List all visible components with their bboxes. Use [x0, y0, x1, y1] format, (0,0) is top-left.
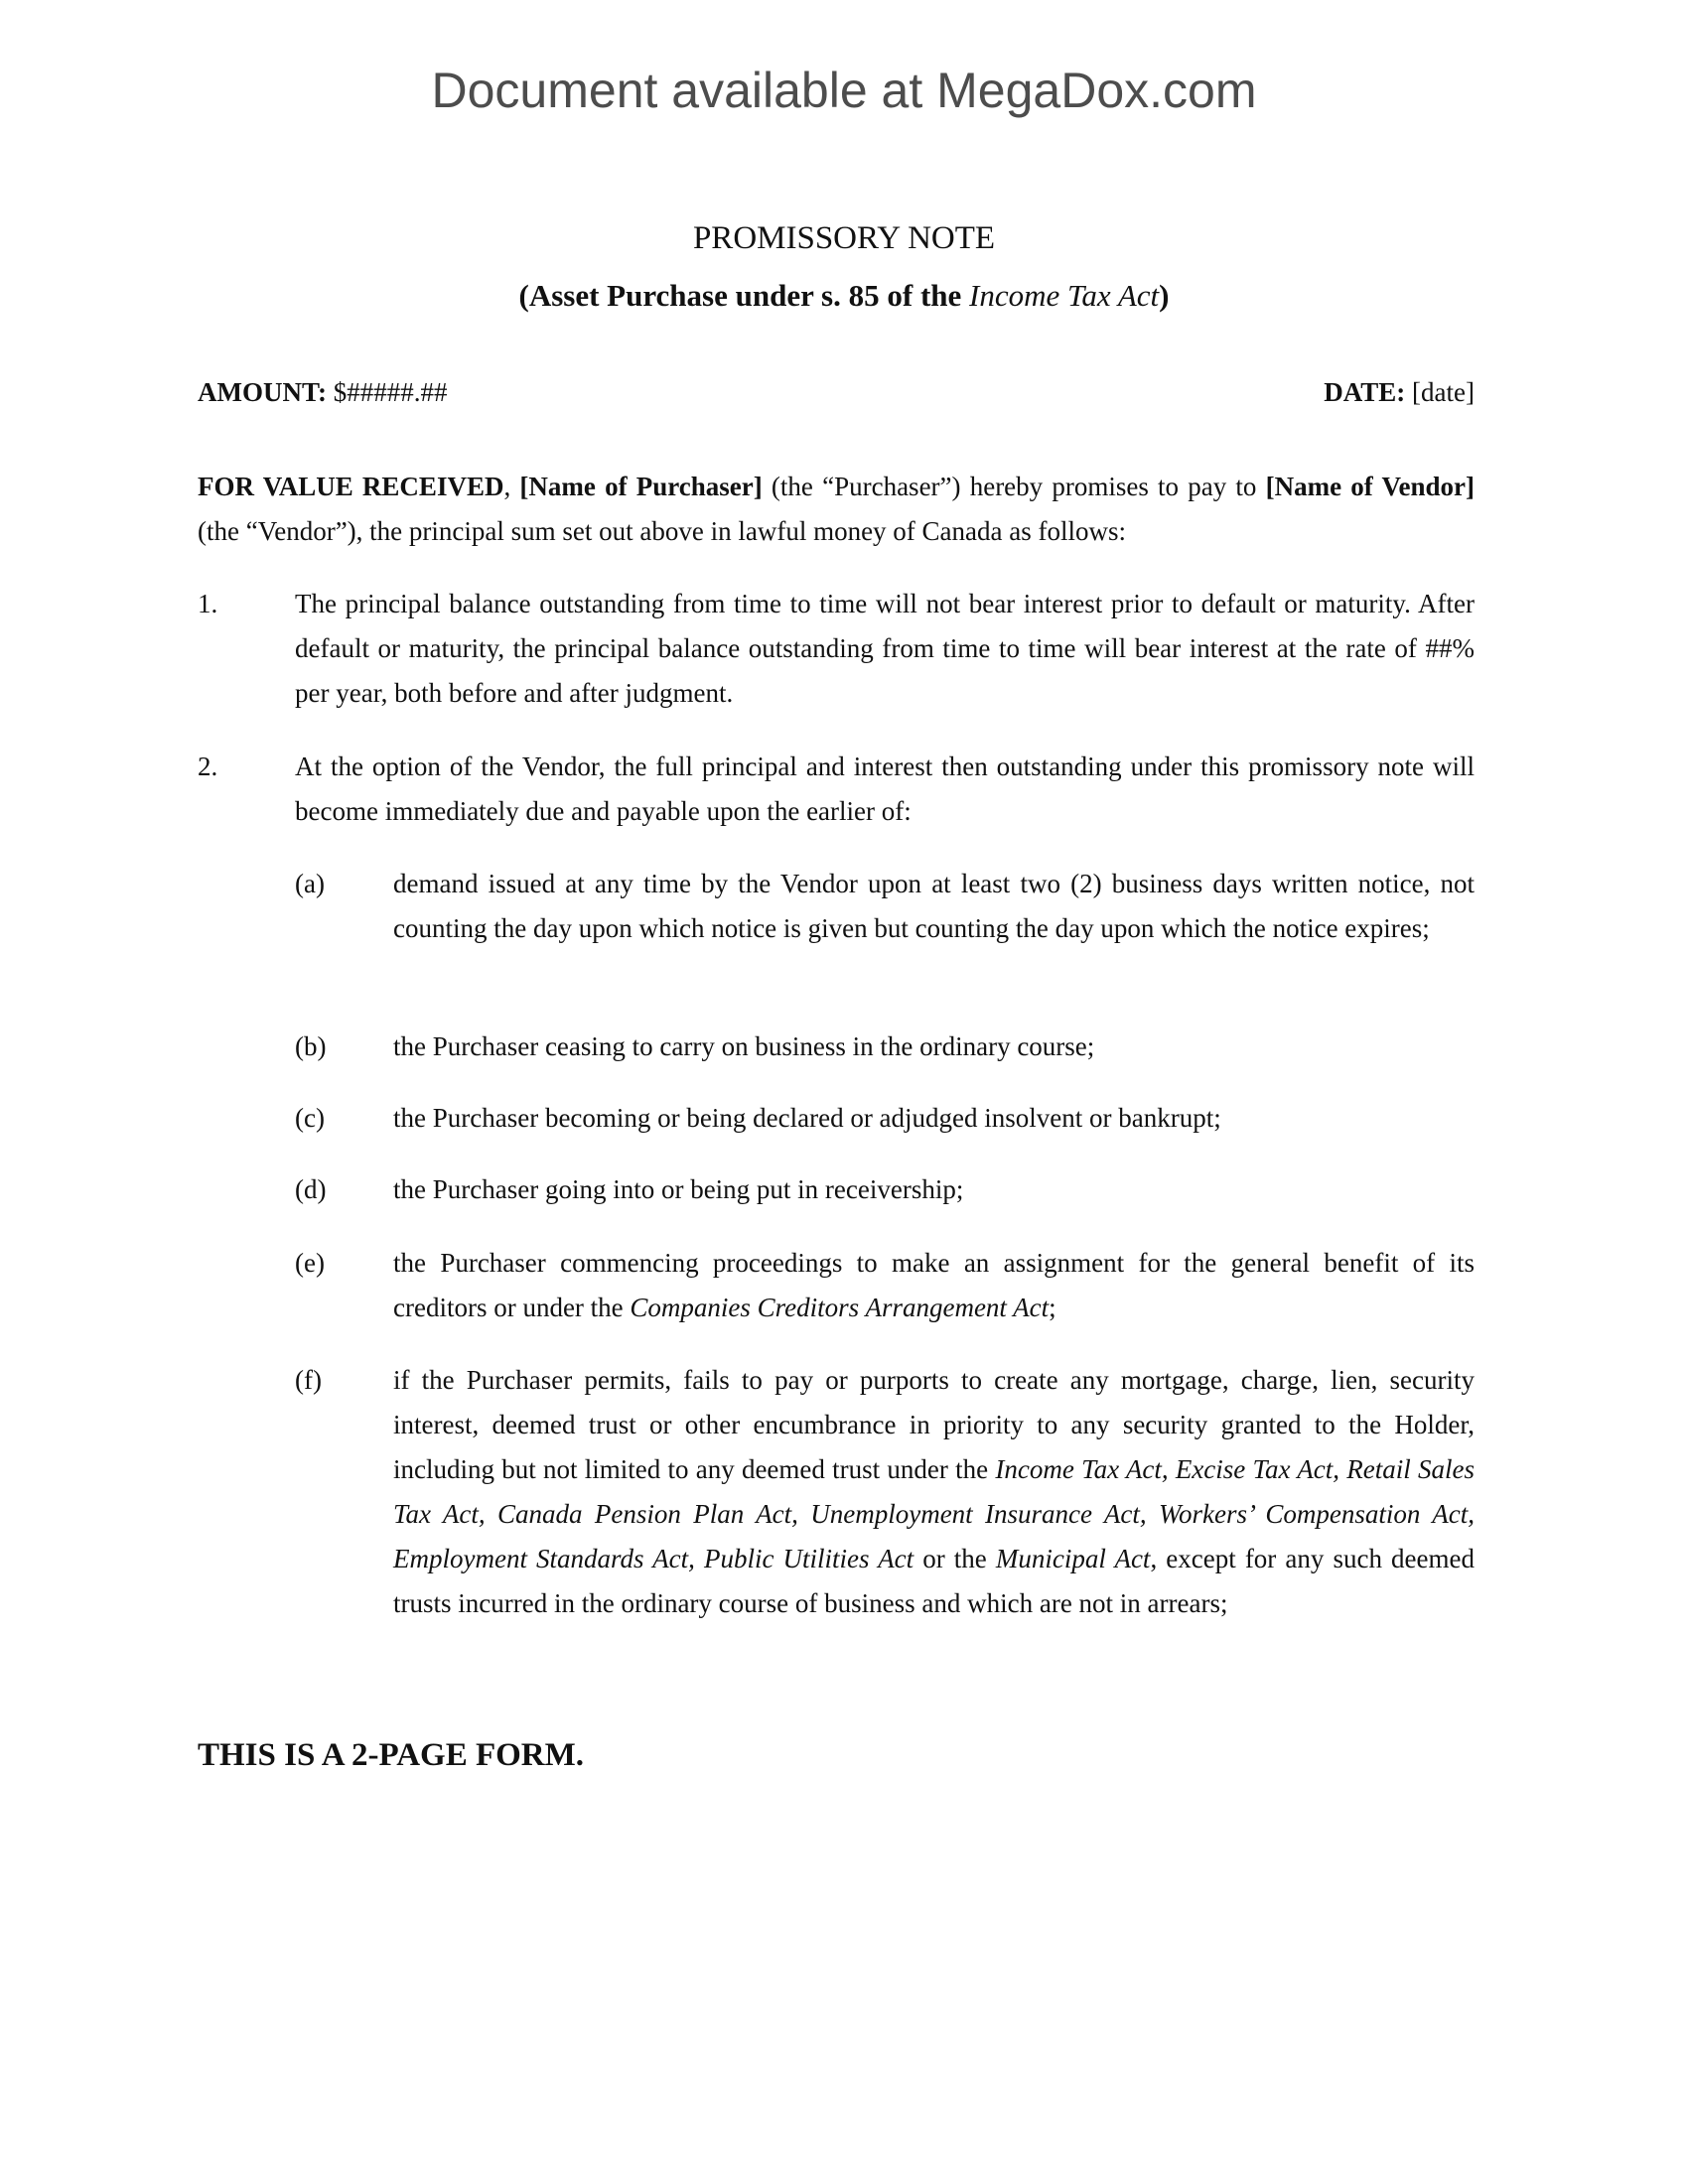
act-names-list: Income Tax Act, Excise Tax Act, Retail Sales Tax Act, Canada Pension Plan Act, Unemployment Insurance Act, Workers’ Compensation Act, Employment Standards Act, Public Utilities Act [393, 1454, 1475, 1573]
page-count-notice: THIS IS A 2-PAGE FORM. [198, 1737, 585, 1773]
subclause-text-3: , except for any such deemed trusts incurred in the ordinary course of business and which are not in arrears; [393, 1544, 1475, 1618]
subclause-e [295, 1241, 1475, 1330]
intro-text-1: , [503, 472, 520, 501]
subclause-text-1: if the Purchaser permits, fails to pay or purports to create any mortgage, charge, lien, security interest, deemed trust or other encumbrance in priority to any security granted to the Holder, including but not limited to any deemed trust under the [393, 1365, 1475, 1484]
subclause-text [393, 1358, 1475, 1626]
watermark-text: Document available at MegaDox.com [431, 63, 1257, 118]
amount-date-row [198, 377, 1475, 408]
subclause-label: (b) [295, 1031, 327, 1061]
amount-field [198, 377, 447, 408]
subtitle-suffix: ) [1159, 278, 1170, 313]
subclause-label: (e) [295, 1248, 325, 1278]
intro-text-2: (the “Purchaser”) hereby promises to pay to [762, 472, 1266, 501]
subclause-text: demand issued at any time by the Vendor upon at least two (2) business days written notice, not counting the day upon which notice is given but counting the day upon which the notice expires; [393, 869, 1475, 943]
date-value: [date] [1412, 377, 1475, 407]
subclause-label: (a) [295, 869, 325, 898]
clause-1 [198, 582, 1475, 716]
intro-bold-1: FOR VALUE RECEIVED [198, 472, 504, 501]
subclause-label: (f) [295, 1365, 322, 1395]
clause-number: 1. [198, 589, 218, 618]
amount-value: $#####.## [333, 377, 448, 407]
act-name: Municipal Act [995, 1544, 1151, 1573]
subtitle-italic: Income Tax Act [969, 278, 1160, 313]
subclause-text: the Purchaser ceasing to carry on business in the ordinary course; [393, 1031, 1095, 1061]
clause-number: 2. [198, 751, 218, 781]
subclause-f [295, 1358, 1475, 1626]
subclause-text: the Purchaser becoming or being declared or adjudged insolvent or bankrupt; [393, 1103, 1221, 1133]
intro-paragraph [198, 465, 1475, 554]
purchaser-name: [Name of Purchaser] [519, 472, 763, 501]
document-title: PROMISSORY NOTE [692, 220, 996, 256]
clause-text: At the option of the Vendor, the full principal and interest then outstanding under this promissory note will become immediately due and payable upon the earlier of: [295, 751, 1475, 826]
amount-label: AMOUNT: [198, 377, 327, 407]
subclause-c [295, 1096, 1475, 1141]
date-field [1324, 377, 1475, 408]
subclause-text-suffix: ; [1049, 1293, 1056, 1322]
subclause-d [295, 1167, 1475, 1212]
vendor-name: [Name of Vendor] [1265, 472, 1475, 501]
intro-text-3: (the “Vendor”), the principal sum set out above in lawful money of Canada as follows: [198, 516, 1126, 546]
date-label: DATE: [1324, 377, 1406, 407]
act-name: Companies Creditors Arrangement Act [630, 1293, 1050, 1322]
subclause-text [393, 1241, 1475, 1330]
document-subtitle [0, 278, 1688, 314]
subclause-b [295, 1024, 1475, 1069]
subtitle-prefix: (Asset Purchase under s. 85 of the [518, 278, 970, 313]
subclause-label: (c) [295, 1103, 325, 1133]
clause-text: The principal balance outstanding from time to time will not bear interest prior to default or maturity. After default or maturity, the principal balance outstanding from time to time will bear interest at the rate of ##% per year, both before and after judgment. [295, 589, 1475, 708]
subclause-text-2: or the [914, 1544, 996, 1573]
subclause-label: (d) [295, 1174, 327, 1204]
subclause-text: the Purchaser going into or being put in receivership; [393, 1174, 964, 1204]
subclause-a [295, 862, 1475, 951]
clause-2 [198, 745, 1475, 834]
subclause-text-prefix: the Purchaser commencing proceedings to make an assignment for the general benefit of its creditors or under the [393, 1248, 1475, 1322]
